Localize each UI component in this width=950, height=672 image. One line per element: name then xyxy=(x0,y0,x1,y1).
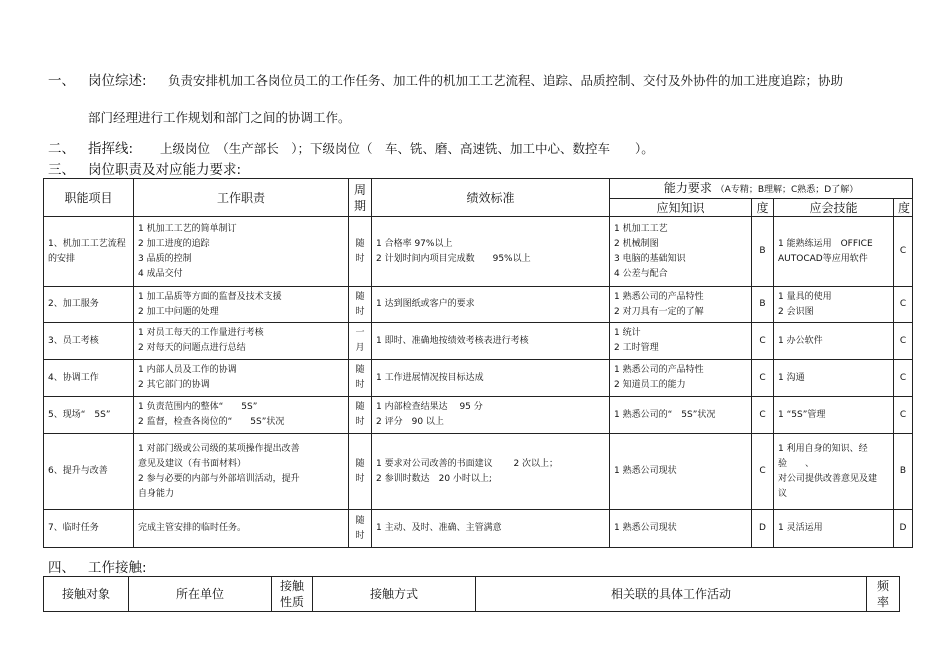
section1-text-line1: 负责安排机加工各岗位员工的工作任务、加工件的机加工工艺流程、追踪、品质控制、交付及外协件的加工进度追踪；协助 xyxy=(168,73,844,88)
row-degree-skill: C xyxy=(894,360,913,397)
section1-title: 岗位综述: xyxy=(88,73,147,89)
section3-number: 三、 xyxy=(48,162,75,178)
row-skills: 1 灵活运用 xyxy=(774,510,894,548)
section2-text: 上级岗位 （生产部长 ）；下级岗位（ 车、铣、磨、高速铣、加工中心、数控车 ）。 xyxy=(160,141,654,156)
row-degree-skill: C xyxy=(894,397,913,434)
row-item: 3、员工考核 xyxy=(44,323,134,360)
row-knowledge: 1 熟悉公司的“ 5S”状况 xyxy=(610,397,752,434)
header-item: 职能项目 xyxy=(44,179,134,217)
row-standards: 1 内部检查结果达 95 分 2 评分 90 以上 xyxy=(372,397,610,434)
row-period: 随 时 xyxy=(349,217,372,287)
header-period: 周 期 xyxy=(349,179,372,217)
row-duties: 1 对员工每天的工作量进行考核 2 对每天的问题点进行总结 xyxy=(134,323,349,360)
row-skills: 1 能熟练运用 OFFICE AUTOCAD等应用软件 xyxy=(774,217,894,287)
row-period: 随 时 xyxy=(349,434,372,510)
row-item: 2、加工服务 xyxy=(44,287,134,323)
section2-title: 指挥线: xyxy=(88,141,134,157)
section2-number: 二、 xyxy=(48,141,75,157)
section4-number: 四、 xyxy=(48,560,75,576)
row-skills: 1 办公软件 xyxy=(774,323,894,360)
row-period: 随 时 xyxy=(349,287,372,323)
header-duty: 工作职责 xyxy=(134,179,349,217)
row-duties: 1 机加工工艺的简单制订 2 加工进度的追踪 3 品质的控制 4 成品交付 xyxy=(134,217,349,287)
row-standards: 1 工作进展情况按目标达成 xyxy=(372,360,610,397)
contact-header-frequency: 频 率 xyxy=(867,577,900,612)
table-row xyxy=(44,510,913,548)
row-standards: 1 要求对公司改善的书面建议 2 次以上； 2 参训时数达 20 小时以上; xyxy=(372,434,610,510)
table-row xyxy=(44,217,913,287)
row-duties: 1 内部人员及工作的协调 2 其它部门的协调 xyxy=(134,360,349,397)
section3-title: 岗位职责及对应能力要求: xyxy=(88,162,242,178)
row-standards: 1 主动、及时、准确、主管满意 xyxy=(372,510,610,548)
header-ability: 能力要求 （A专精；B理解；C熟悉；D了解） xyxy=(610,179,913,199)
header-degree-knowledge: 度 xyxy=(752,199,774,217)
row-period: 随 时 xyxy=(349,397,372,434)
contact-header-unit: 所在单位 xyxy=(129,577,272,612)
row-item: 4、协调工作 xyxy=(44,360,134,397)
row-skills: 1 沟通 xyxy=(774,360,894,397)
row-item: 6、提升与改善 xyxy=(44,434,134,510)
row-standards: 1 达到图纸或客户的要求 xyxy=(372,287,610,323)
row-knowledge: 1 熟悉公司的产品特性 2 对刀具有一定的了解 xyxy=(610,287,752,323)
table-row xyxy=(44,287,913,323)
row-degree-knowledge: B xyxy=(752,217,774,287)
row-degree-skill: C xyxy=(894,287,913,323)
row-knowledge: 1 机加工工艺 2 机械制图 3 电脑的基础知识 4 公差与配合 xyxy=(610,217,752,287)
header-skill: 应会技能 xyxy=(774,199,894,217)
row-knowledge: 1 熟悉公司现状 xyxy=(610,434,752,510)
table-row xyxy=(44,323,913,360)
row-period: 一 月 xyxy=(349,323,372,360)
table-row xyxy=(44,434,913,510)
contact-header-activity: 相关联的具体工作活动 xyxy=(476,577,867,612)
section4-title: 工作接触: xyxy=(88,560,147,576)
row-degree-knowledge: B xyxy=(752,287,774,323)
row-degree-knowledge: C xyxy=(752,323,774,360)
row-item: 1、机加工工艺流程的安排 xyxy=(44,217,134,287)
row-standards: 1 即时、准确地按绩效考核表进行考核 xyxy=(372,323,610,360)
contact-table xyxy=(43,576,900,612)
row-degree-skill: B xyxy=(894,434,913,510)
row-degree-knowledge: C xyxy=(752,434,774,510)
row-duties: 1 加工品质等方面的监督及技术支援 2 加工中问题的处理 xyxy=(134,287,349,323)
duties-table xyxy=(43,178,913,548)
row-degree-knowledge: C xyxy=(752,397,774,434)
section1-text-line2: 部门经理进行工作规划和部门之间的协调工作。 xyxy=(88,110,351,125)
row-item: 5、现场“ 5S” xyxy=(44,397,134,434)
table-row xyxy=(44,360,913,397)
row-skills: 1 利用自身的知识、经验 、 对公司提供改善意见及建 议 xyxy=(774,434,894,510)
row-duties: 1 负责范围内的整体“ 5S” 2 监督，检查各岗位的“ 5S”状况 xyxy=(134,397,349,434)
row-item: 7、临时任务 xyxy=(44,510,134,548)
row-duties: 1 对部门级或公司级的某项操作提出改善 意见及建议（有书面材料） 2 参与必要的内部与外部培训活动，提升 自身能力 xyxy=(134,434,349,510)
contact-header-method: 接触方式 xyxy=(313,577,476,612)
table-row xyxy=(44,397,913,434)
header-degree-skill: 度 xyxy=(894,199,913,217)
row-knowledge: 1 统计 2 工时管理 xyxy=(610,323,752,360)
row-degree-knowledge: D xyxy=(752,510,774,548)
row-skills: 1 “5S”管理 xyxy=(774,397,894,434)
row-period: 随 时 xyxy=(349,360,372,397)
row-duties: 完成主管安排的临时任务。 xyxy=(134,510,349,548)
row-knowledge: 1 熟悉公司的产品特性 2 知道员工的能力 xyxy=(610,360,752,397)
row-knowledge: 1 熟悉公司现状 xyxy=(610,510,752,548)
row-degree-skill: C xyxy=(894,217,913,287)
row-degree-skill: C xyxy=(894,323,913,360)
row-degree-knowledge: C xyxy=(752,360,774,397)
header-knowledge: 应知知识 xyxy=(610,199,752,217)
header-standard: 绩效标准 xyxy=(372,179,610,217)
row-standards: 1 合格率 97%以上 2 计划时间内项目完成数 95%以上 xyxy=(372,217,610,287)
row-period: 随 时 xyxy=(349,510,372,548)
section1-number: 一、 xyxy=(48,73,75,89)
contact-header-target: 接触对象 xyxy=(44,577,129,612)
contact-header-nature: 接触 性质 xyxy=(272,577,313,612)
row-degree-skill: D xyxy=(894,510,913,548)
row-skills: 1 量具的使用 2 会识图 xyxy=(774,287,894,323)
